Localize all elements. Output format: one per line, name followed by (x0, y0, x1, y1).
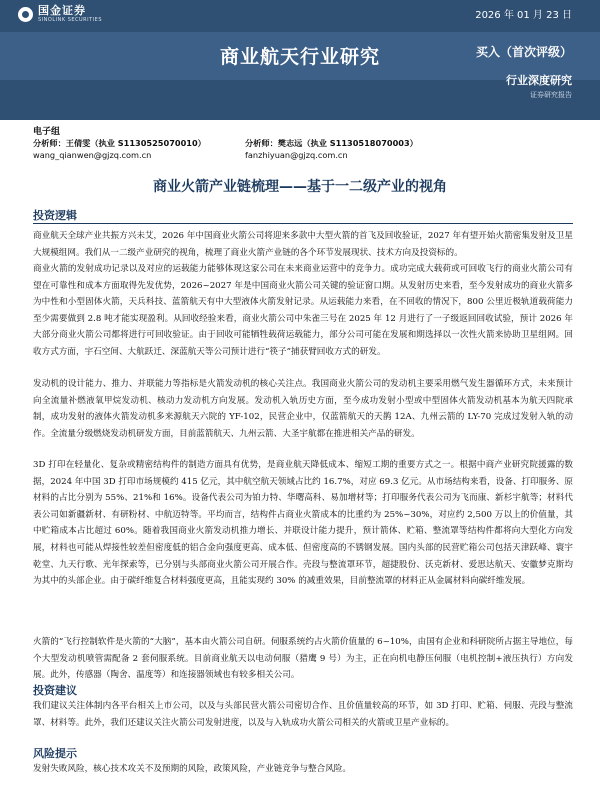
report-header (0, 0, 600, 120)
report-label: 证券研究报告 (530, 91, 572, 99)
logo-text: 国金证券 (38, 4, 86, 17)
logo-subtext: SINOLINK SECURITIES (38, 17, 102, 23)
document-title: 商业火箭产业链梳理——基于一二级产业的视角 (153, 179, 447, 195)
analyst-1-name: 分析师：王倩雯（执业 S1130525070010） (33, 138, 206, 148)
paragraph-overview: 商业航天全球产业共振方兴未艾，2026 年中国商业火箭公司将迎来多款中大型火箭的首飞及回收验证，2027 年有望开始火箭密集发射及卫星大规模组网。我们从一二级产业研究的视角，梳理了商业火箭产业链的各个环节发展现状、技术方向及投资标的。 (33, 231, 573, 258)
paragraph-3d-printing: 3D 打印在轻量化、复杂或精密结构件的制造方面具有优势，是商业航天降低成本、缩短工期的重要方式之一。根据中商产业研究院援露的数据，2024 年中国 3D 打印市场规模约 415 亿元，其中航空航天领域占比约 16.7%，对应 69.3 亿元。从市场结构来看，设备、打印服务、原材料的占比分别为 55%、21%和 16%。设备代表公司为铂力特、华曙高科、易加增材等；打印服务代表公司为飞而康、新杉宇航等；材料代表公司如新疆新材、有研粉材、中航迈特等。平均而言，结构件占商业火箭成本的比重约为 25%~30%，对应约 2,500 万以上的价值量，其中贮箱成本占比超过 60%。随着我国商业火箭发动机推力增长、并联设计能力提升，预计箭体、贮箱、整流罩等结构件都将向大型化方向发展，材料也可能从焊接性较差但密度低的铝合金向强度更高、成本低、但密度高的不锈钢发展。国内头部的民营贮箱公司包括天津跃峰、寰宇乾堂、九天行歌、光年探索等，已分别与头部商业火箭公司开展合作。壳段与整流罩环节，超捷股份、沃克新材、爱思达航天、安徽梦克斯均为其中的头部企业。由于碳纤维复合材料强度更高，且能实现约 30% 的减重效果，目前整流罩的材料正从金属材料向碳纤维发展。 (33, 460, 574, 587)
section-heading-advice: 投资建议 (33, 684, 77, 697)
section-heading-risk: 风险提示 (33, 747, 77, 760)
analyst-2 (245, 137, 418, 161)
paragraph-risk: 发射失败风险，核心技术攻关不及预期的风险，政策风险，产业链竞争与整合风险。 (33, 764, 351, 774)
paragraph-engine: 发动机的设计能力、推力、并联能力等指标是火箭发动机的核心关注点。我国商业火箭公司的发动机主要采用燃气发生器循环方式，未来预计向全流量补燃液氧甲烷发动机、核动力发动机方向发展。发动机入轨历史方面，至今成功发射小型或中型固体火箭发动机基本为航天四院承制，成功发射的液体火箭发动机多来源航天六院的 YF-102，民营企业中，仅蓝箭航天的天鹊 12A、九州云箭的 LY-70 完成过发射入轨的动作。全流量分级燃烧发动机研发方面，目前蓝箭航天、九州云箭、大圣宇航都在推进相关产品的研发。 (33, 379, 573, 439)
company-logo (18, 5, 102, 23)
rating-label: 买入（首次评级） (475, 45, 572, 59)
paragraph-control: 火箭的“飞行控制软件是火箭的“大脑”，基本由火箭公司自研。伺服系统约占火箭价值量的 6~10%，由国有企业和科研院所占据主导地位，每个大型发动机喷管需配备 2 套伺服系统。目前商业航天以电动伺服（猎鹰 9 号）为主，正在向机电静压伺服（电机控制+液压执行）方向发展。此外，传感器（陶舍、温度等）和连接器领域也有较多相关公司。 (33, 637, 573, 681)
industry-title: 商业航天行业研究 (219, 46, 380, 68)
analyst-2-name: 分析师：樊志远（执业 S1130518070003） (245, 138, 418, 148)
analyst-group: 电子组 (33, 127, 61, 137)
analyst-2-email: fanzhiyuan@gjzq.com.cn (245, 150, 348, 160)
paragraph-advice: 我们建议关注体制内各平台相关上市公司，以及与头部民营火箭公司密切合作、且价值量较高的环节，如 3D 打印、贮箱、伺服、壳段与整流罩、材料等。此外，我们还建议关注火箭公司发射进度，以及与入轨成功火箭公司相关的火箭或卫星产业标的。 (33, 701, 573, 728)
analyst-1-email: wang_qianwen@gjzq.com.cn (33, 150, 152, 160)
analyst-1 (33, 137, 206, 161)
paragraph-launch-record: 商业火箭的发射成功记录以及对应的运载能力能够体现这家公司在未来商业运营中的竞争力。成功完成大载荷或可回收飞行的商业火箭公司有望在可靠性和成本方面取得先发优势，2026~2027 年是中国商业火箭公司关键的验证窗口期。从发射历史来看，至今发射成功的商业火箭多为中性和小型固体火箭，天兵科技、蓝箭航天有中大型液体火箭发射记录。从运载能力来看，在不回收的情况下，800 公里近极轨道载荷能力至少需要做到 2.8 吨才能实现盈利。从回收经验来看，商业火箭公司中朱雀三号在 2025 年 12 月进行了一子级返回回收试验，预计 2026 年大部分商业火箭公司都将进行可回收验证。由于回收可能牺牲载荷运载能力，部分公司可能在发展和期选择以一次性火箭来协助卫星组网。回收方式方面，宇石空间、大航跃迁、深蓝航天等公司预计进行“筷子”捕获臂回收方式的研发。 (33, 264, 573, 357)
report-date: 2026 年 01 月 23 日 (475, 10, 572, 21)
section-divider (33, 223, 573, 224)
logo-mark-icon (18, 7, 33, 22)
report-type: 行业深度研究 (506, 74, 572, 87)
section-heading-logic: 投资逻辑 (33, 209, 77, 222)
